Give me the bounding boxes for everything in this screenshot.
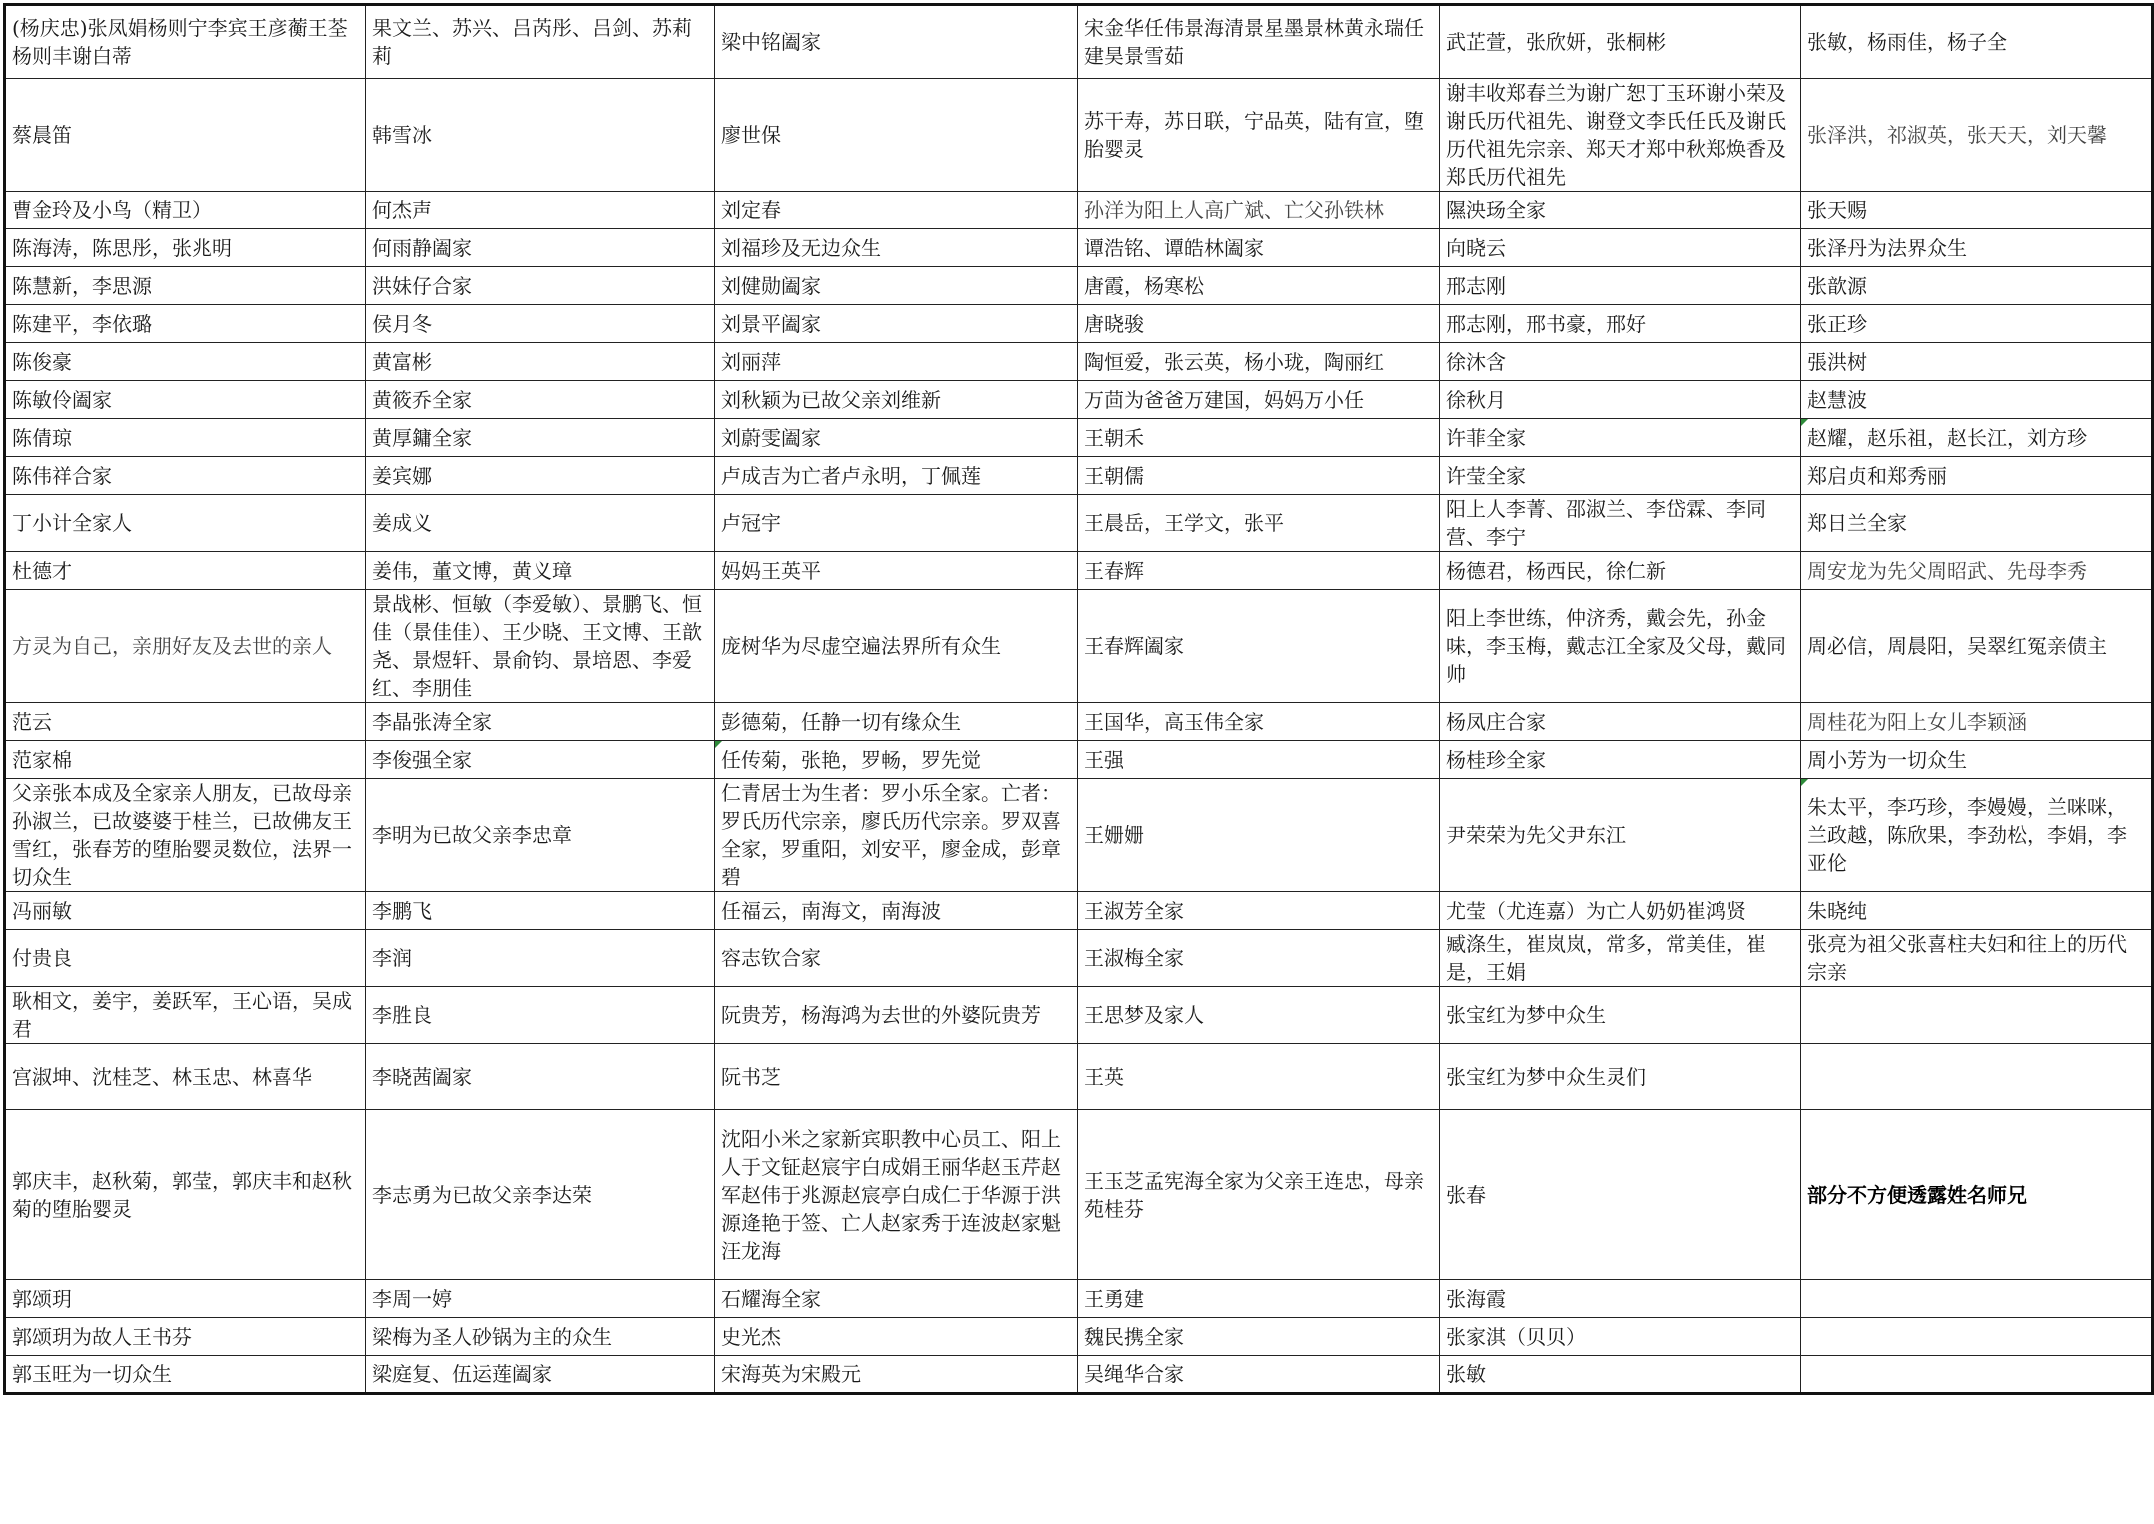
table-cell[interactable]: 何杰声	[366, 192, 715, 229]
table-cell[interactable]: 张敏，杨雨佳，杨子全	[1801, 5, 2153, 79]
table-cell[interactable]: 庞树华为尽虚空遍法界所有众生	[715, 590, 1078, 703]
table-cell[interactable]: 臧涤生，崔岚岚，常多，常美佳，崔是，王娟	[1440, 930, 1801, 987]
table-cell[interactable]: 张歆源	[1801, 267, 2153, 305]
table-cell[interactable]: 朱晓纯	[1801, 892, 2153, 930]
table-cell[interactable]: 张宝红为梦中众生灵们	[1440, 1044, 1801, 1110]
table-cell[interactable]: 杨桂珍全家	[1440, 741, 1801, 779]
table-cell[interactable]: 卢成吉为亡者卢永明，丁佩莲	[715, 457, 1078, 495]
table-cell[interactable]: 李志勇为已故父亲李达荣	[366, 1110, 715, 1280]
names-table	[3, 3, 2154, 1395]
table-cell[interactable]: 陈俊豪	[5, 343, 366, 381]
table-cell[interactable]: 陈慧新，李思源	[5, 267, 366, 305]
table-cell[interactable]: 周安龙为先父周昭武、先母李秀	[1801, 552, 2153, 590]
table-cell[interactable]: 刘福珍及无边众生	[715, 229, 1078, 267]
table-row	[5, 590, 2153, 703]
table-row	[5, 892, 2153, 930]
table-cell[interactable]: 妈妈王英平	[715, 552, 1078, 590]
table-cell[interactable]: 阳上人李菁、邵淑兰、李岱霖、李同营、李宁	[1440, 495, 1801, 552]
table-cell[interactable]: 陈敏伶阖家	[5, 381, 366, 419]
table-cell[interactable]: 赵耀，赵乐祖，赵长江，刘方珍	[1801, 419, 2153, 457]
table-cell[interactable]	[1801, 1044, 2153, 1110]
table-cell[interactable]: 梁梅为圣人砂锅为主的众生	[366, 1318, 715, 1356]
table-cell[interactable]: 陈建平，李依璐	[5, 305, 366, 343]
table-row	[5, 1110, 2153, 1280]
table-cell[interactable]	[1801, 987, 2153, 1044]
table-cell[interactable]: 邢志刚，邢书豪，邢好	[1440, 305, 1801, 343]
table-cell[interactable]: 王强	[1078, 741, 1440, 779]
table-cell[interactable]: 洪妹仔合家	[366, 267, 715, 305]
table-cell[interactable]: 郭颂玥	[5, 1280, 366, 1318]
table-cell[interactable]: 范家棉	[5, 741, 366, 779]
table-cell[interactable]: 李明为已故父亲李忠章	[366, 779, 715, 892]
table-row	[5, 1044, 2153, 1110]
table-cell[interactable]: 邢志刚	[1440, 267, 1801, 305]
table-cell[interactable]: 丁小计全家人	[5, 495, 366, 552]
table-cell[interactable]: 周小芳为一切众生	[1801, 741, 2153, 779]
table-cell[interactable]	[1801, 1318, 2153, 1356]
table-cell[interactable]: 张正珍	[1801, 305, 2153, 343]
table-row	[5, 1318, 2153, 1356]
table-cell[interactable]: 卢冠宇	[715, 495, 1078, 552]
table-cell[interactable]: 韩雪冰	[366, 79, 715, 192]
table-cell[interactable]: 张海霞	[1440, 1280, 1801, 1318]
table-cell[interactable]: 周桂花为阳上女儿李颖涵	[1801, 703, 2153, 741]
table-cell[interactable]: 景战彬、恒敏（李爱敏）、景鹏飞、恒佳（景佳佳）、王少晓、王文博、王歆尧、景煜轩、景俞钧、景培恩、李爱红、李朋佳	[366, 590, 715, 703]
table-cell[interactable]: 李晶张涛全家	[366, 703, 715, 741]
table-row	[5, 457, 2153, 495]
table-cell[interactable]	[1801, 1356, 2153, 1394]
table-cell[interactable]: 朱太平，李巧珍，李嫚嫚，兰咪咪，兰政越，陈欣果，李劲松，李娟，李亚伦	[1801, 779, 2153, 892]
table-row	[5, 419, 2153, 457]
table-cell[interactable]: 徐沐含	[1440, 343, 1801, 381]
table-row	[5, 552, 2153, 590]
table-cell[interactable]: 陶恒爱，张云英，杨小珑，陶丽红	[1078, 343, 1440, 381]
table-row	[5, 741, 2153, 779]
table-row	[5, 192, 2153, 229]
table-cell[interactable]: 阮书芝	[715, 1044, 1078, 1110]
table-cell[interactable]: 耿相文，姜宇，姜跃军，王心语，吴成君	[5, 987, 366, 1044]
table-cell[interactable]: 张宝红为梦中众生	[1440, 987, 1801, 1044]
table-cell[interactable]: 部分不方便透露姓名师兄	[1801, 1110, 2153, 1280]
table-cell[interactable]: 陈倩琼	[5, 419, 366, 457]
table-cell[interactable]: 周必信，周晨阳，吴翠红冤亲债主	[1801, 590, 2153, 703]
table-cell[interactable]: 果文兰、苏兴、吕芮彤、吕剑、苏莉莉	[366, 5, 715, 79]
table-cell[interactable]: 郑启贞和郑秀丽	[1801, 457, 2153, 495]
table-row	[5, 79, 2153, 192]
table-cell[interactable]: 王姗姗	[1078, 779, 1440, 892]
table-cell[interactable]: 赵慧波	[1801, 381, 2153, 419]
table-cell[interactable]: 许菲全家	[1440, 419, 1801, 457]
table-cell[interactable]: 黄富彬	[366, 343, 715, 381]
table-row	[5, 1356, 2153, 1394]
table-cell[interactable]: 刘丽萍	[715, 343, 1078, 381]
table-cell[interactable]: 容志钦合家	[715, 930, 1078, 987]
table-cell[interactable]: 王春辉阖家	[1078, 590, 1440, 703]
table-cell[interactable]: 杜德才	[5, 552, 366, 590]
table-row	[5, 987, 2153, 1044]
table-cell[interactable]: 陈海涛，陈思彤，张兆明	[5, 229, 366, 267]
table-cell[interactable]: 王淑梅全家	[1078, 930, 1440, 987]
table-cell[interactable]: 何雨静阖家	[366, 229, 715, 267]
table-cell[interactable]: 孙洋为阳上人高广斌、亡父孙铁林	[1078, 192, 1440, 229]
table-cell[interactable]: 张天赐	[1801, 192, 2153, 229]
table-cell[interactable]: 李俊强全家	[366, 741, 715, 779]
table-cell[interactable]: 刘蔚雯阖家	[715, 419, 1078, 457]
table-cell[interactable]: 蔡晨笛	[5, 79, 366, 192]
table-cell[interactable]: 王春辉	[1078, 552, 1440, 590]
table-cell[interactable]: 郭玉旺为一切众生	[5, 1356, 366, 1394]
table-cell[interactable]: 张家淇（贝贝）	[1440, 1318, 1801, 1356]
table-cell[interactable]: 石耀海全家	[715, 1280, 1078, 1318]
table-row	[5, 343, 2153, 381]
table-cell[interactable]: 刘秋颖为已故父亲刘维新	[715, 381, 1078, 419]
table-cell[interactable]: 姜宾娜	[366, 457, 715, 495]
table-cell[interactable]: 杨德君，杨西民，徐仁新	[1440, 552, 1801, 590]
table-cell[interactable]: 范云	[5, 703, 366, 741]
table-cell[interactable]: 黄筱乔全家	[366, 381, 715, 419]
table-row	[5, 703, 2153, 741]
table-cell[interactable]: 刘定春	[715, 192, 1078, 229]
table-cell[interactable]: 仁青居士为生者：罗小乐全家。亡者：罗氏历代宗亲，廖氏历代宗亲。罗双喜全家，罗重阳，刘安平，廖金成，彭章碧	[715, 779, 1078, 892]
table-cell[interactable]: 梁中铭阖家	[715, 5, 1078, 79]
table-cell[interactable]: 张泽丹为法界众生	[1801, 229, 2153, 267]
table-cell[interactable]: 王玉芝孟宪海全家为父亲王连忠，母亲苑桂芬	[1078, 1110, 1440, 1280]
table-cell[interactable]: 方灵为自己，亲朋好友及去世的亲人	[5, 590, 366, 703]
table-cell[interactable]: 王晨岳，王学文，张平	[1078, 495, 1440, 552]
table-cell[interactable]: 尤莹（尤连嘉）为亡人奶奶崔鸿贤	[1440, 892, 1801, 930]
table-cell[interactable]: 姜成义	[366, 495, 715, 552]
table-cell[interactable]: 任传菊，张艳，罗畅，罗先觉	[715, 741, 1078, 779]
table-row	[5, 229, 2153, 267]
table-cell[interactable]: (杨庆忠)张凤娟杨则宁李宾王彦蘅王荃杨则丰谢白蒂	[5, 5, 366, 79]
table-cell[interactable]: 彭德菊，任静一切有缘众生	[715, 703, 1078, 741]
table-cell[interactable]: 郭颂玥为故人王书芬	[5, 1318, 366, 1356]
table-cell[interactable]: 张敏	[1440, 1356, 1801, 1394]
table-cell[interactable]: 付贵良	[5, 930, 366, 987]
table-cell[interactable]: 张亮为祖父张喜柱夫妇和往上的历代宗亲	[1801, 930, 2153, 987]
table-cell[interactable]: 王思梦及家人	[1078, 987, 1440, 1044]
table-row	[5, 381, 2153, 419]
table-row	[5, 5, 2153, 79]
table-cell[interactable]: 曹金玲及小鸟（精卫）	[5, 192, 366, 229]
table-cell[interactable]: 阳上李世练，仲济秀，戴会先，孙金味，李玉梅，戴志江全家及父母，戴同帅	[1440, 590, 1801, 703]
table-cell[interactable]: 王朝儒	[1078, 457, 1440, 495]
table-cell[interactable]: 宋海英为宋殿元	[715, 1356, 1078, 1394]
table-cell[interactable]: 张泽洪，祁淑英，张天天，刘天馨	[1801, 79, 2153, 192]
table-cell[interactable]: 王国华，高玉伟全家	[1078, 703, 1440, 741]
table-row	[5, 1280, 2153, 1318]
table-cell[interactable]: 武芷萱，张欣妍，张桐彬	[1440, 5, 1801, 79]
table-cell[interactable]: 谭浩铭、谭皓林阖家	[1078, 229, 1440, 267]
table-cell[interactable]: 王淑芳全家	[1078, 892, 1440, 930]
table-cell[interactable]: 宫淑坤、沈桂芝、林玉忠、林喜华	[5, 1044, 366, 1110]
table-row	[5, 495, 2153, 552]
table-cell[interactable]: 父亲张本成及全家亲人朋友，已故母亲孙淑兰，已故婆婆于桂兰，已故佛友王雪红，张春芳的堕胎婴灵数位，法界一切众生	[5, 779, 366, 892]
table-cell[interactable]: 李胜良	[366, 987, 715, 1044]
table-row	[5, 305, 2153, 343]
table-cell[interactable]: 魏民携全家	[1078, 1318, 1440, 1356]
table-cell[interactable]: 李晓茜阖家	[366, 1044, 715, 1110]
table-cell[interactable]: 许莹全家	[1440, 457, 1801, 495]
table-row	[5, 779, 2153, 892]
table-cell[interactable]: 廖世保	[715, 79, 1078, 192]
table-cell[interactable]: 王英	[1078, 1044, 1440, 1110]
table-row	[5, 267, 2153, 305]
table-row	[5, 930, 2153, 987]
table-cell[interactable]: 刘健勋阖家	[715, 267, 1078, 305]
table-cell[interactable]: 史光杰	[715, 1318, 1078, 1356]
table-cell[interactable]: 郭庆丰，赵秋菊，郭莹，郭庆丰和赵秋菊的堕胎婴灵	[5, 1110, 366, 1280]
table-cell[interactable]: 谢丰收郑春兰为谢广恕丁玉环谢小荣及谢氏历代祖先、谢登文李氏任氏及谢氏历代祖先宗亲、郑天才郑中秋郑焕香及郑氏历代祖先	[1440, 79, 1801, 192]
table-cell[interactable]: 郑日兰全家	[1801, 495, 2153, 552]
table-cell[interactable]: 杨凤庄合家	[1440, 703, 1801, 741]
table-cell[interactable]: 王朝禾	[1078, 419, 1440, 457]
table-cell[interactable]: 黄厚鏞全家	[366, 419, 715, 457]
table-cell[interactable]: 任福云，南海文，南海波	[715, 892, 1078, 930]
table-cell[interactable]: 侯月冬	[366, 305, 715, 343]
table-cell[interactable]: 李润	[366, 930, 715, 987]
table-cell[interactable]: 沈阳小米之家新宾职教中心员工、阳上人于文钲赵宸宇白成娟王丽华赵玉芹赵军赵伟于兆源赵宸亭白成仁于华源于洪源逄艳于签、亡人赵家秀于连波赵家魁汪龙海	[715, 1110, 1078, 1280]
table-body	[5, 5, 2153, 1394]
table-cell[interactable]: 唐霞，杨寒松	[1078, 267, 1440, 305]
table-cell[interactable]: 李鹏飞	[366, 892, 715, 930]
table-cell[interactable]: 梁庭复、伍运莲阖家	[366, 1356, 715, 1394]
table-cell[interactable]: 向晓云	[1440, 229, 1801, 267]
table-cell[interactable]: 姜伟，董文博，黄义璋	[366, 552, 715, 590]
table-cell[interactable]: 李周一婷	[366, 1280, 715, 1318]
table-cell[interactable]: 苏干寿，苏日联，宁品英，陆有宣，堕胎婴灵	[1078, 79, 1440, 192]
table-cell[interactable]: 陈伟祥合家	[5, 457, 366, 495]
table-cell[interactable]: 张春	[1440, 1110, 1801, 1280]
table-cell[interactable]: 尹荣荣为先父尹东江	[1440, 779, 1801, 892]
table-cell[interactable]: 阮贵芳，杨海鸿为去世的外婆阮贵芳	[715, 987, 1078, 1044]
table-cell[interactable]: 唐晓骏	[1078, 305, 1440, 343]
table-cell[interactable]: 徐秋月	[1440, 381, 1801, 419]
table-cell[interactable]: 刘景平阖家	[715, 305, 1078, 343]
table-cell[interactable]: 万茴为爸爸万建国，妈妈万小任	[1078, 381, 1440, 419]
table-cell[interactable]: 宋金华任伟景海清景星墨景林黄永瑞任建昊景雪茹	[1078, 5, 1440, 79]
table-cell[interactable]: 張洪树	[1801, 343, 2153, 381]
table-cell[interactable]: 冯丽敏	[5, 892, 366, 930]
table-cell[interactable]: 王勇建	[1078, 1280, 1440, 1318]
table-cell[interactable]	[1801, 1280, 2153, 1318]
table-cell[interactable]: 隰泱玚全家	[1440, 192, 1801, 229]
table-cell[interactable]: 吴绳华合家	[1078, 1356, 1440, 1394]
